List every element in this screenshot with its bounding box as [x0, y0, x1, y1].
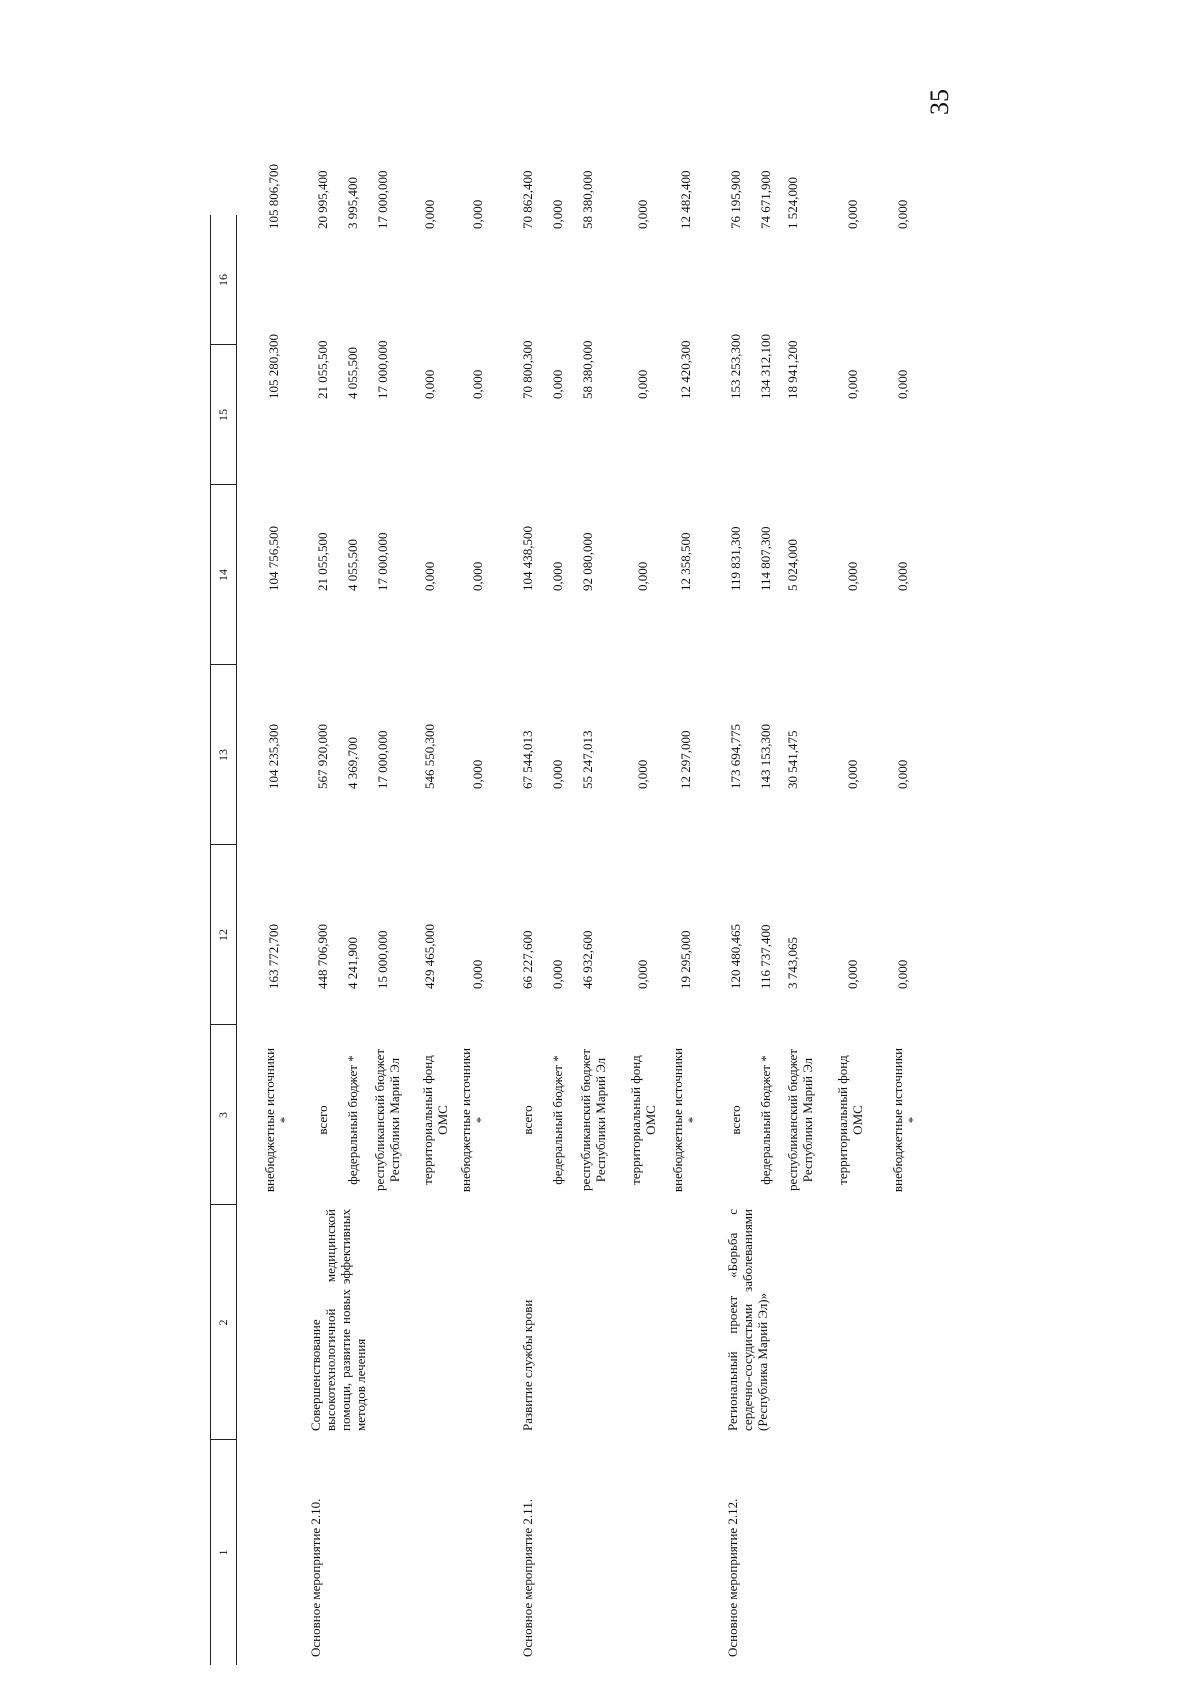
row-13-col-12: 3 743,065 — [785, 937, 800, 989]
row-13-col-14: 5 024,000 — [785, 539, 800, 591]
row-1-description: Совершенствование высокотехнологичной медицинской помощи, развитие новых эффективных методов лечения — [308, 1209, 368, 1431]
row-10-col-12: 19 295,000 — [678, 930, 693, 989]
row-9-col-16: 0,000 — [635, 199, 650, 229]
row-9-col-14: 0,000 — [635, 561, 650, 591]
row-12-col-13: 143 153,300 — [758, 724, 773, 789]
row-1-col-15: 21 055,500 — [315, 340, 330, 399]
row-10-source: внебюджетные источники * — [670, 1047, 700, 1193]
row-3-col-14: 17 000,000 — [375, 532, 390, 591]
row-0-source: внебюджетные источники * — [262, 1047, 292, 1193]
row-6-col-16: 70 862,400 — [520, 170, 535, 229]
row-4-source: территориальный фонд ОМС — [420, 1055, 450, 1185]
row-6-description: Развитие службы крови — [520, 1299, 535, 1431]
row-12-col-15: 134 312,100 — [758, 334, 773, 399]
row-8-col-16: 58 380,000 — [580, 170, 595, 229]
row-2-col-13: 4 369,700 — [345, 737, 360, 789]
row-14-col-13: 0,000 — [845, 759, 860, 789]
row-5-col-15: 0,000 — [470, 369, 485, 399]
header-col-12: 12 — [216, 929, 230, 941]
row-11-col-16: 76 195,900 — [728, 170, 743, 229]
row-13-col-15: 18 941,200 — [785, 340, 800, 399]
row-3-col-16: 17 000,000 — [375, 170, 390, 229]
header-col-1: 1 — [216, 1549, 230, 1556]
header-col-16: 16 — [216, 274, 230, 286]
row-6-measure: Основное мероприятие 2.11. — [520, 1499, 535, 1657]
row-6-col-14: 104 438,500 — [520, 526, 535, 591]
row-7-source: федеральный бюджет * — [550, 1055, 565, 1185]
row-15-source: внебюджетные источники * — [890, 1047, 920, 1193]
header-col-2: 2 — [216, 1319, 230, 1326]
row-12-col-12: 116 737,400 — [758, 924, 773, 989]
row-14-col-12: 0,000 — [845, 959, 860, 989]
row-1-col-12: 448 706,900 — [315, 924, 330, 989]
row-14-col-14: 0,000 — [845, 561, 860, 591]
row-4-col-16: 0,000 — [422, 199, 437, 229]
row-2-col-15: 4 055,500 — [345, 347, 360, 399]
row-9-col-13: 0,000 — [635, 759, 650, 789]
row-9-col-12: 0,000 — [635, 959, 650, 989]
row-12-col-14: 114 807,300 — [758, 526, 773, 591]
header-col-3: 3 — [216, 1112, 230, 1118]
header-col-15: 15 — [216, 409, 230, 421]
row-13-source: республиканский бюджет Республики Марий Эл — [785, 1048, 815, 1192]
row-9-source: территориальный фонд ОМС — [628, 1055, 658, 1185]
row-0-col-14: 104 756,500 — [266, 526, 281, 591]
row-7-col-13: 0,000 — [550, 759, 565, 789]
row-8-col-15: 58 380,000 — [580, 340, 595, 399]
row-15-col-16: 0,000 — [895, 199, 910, 229]
row-4-col-12: 429 465,000 — [422, 924, 437, 989]
row-3-col-15: 17 000,000 — [375, 340, 390, 399]
row-8-col-13: 55 247,013 — [580, 730, 595, 789]
row-10-col-15: 12 420,300 — [678, 340, 693, 399]
row-11-col-15: 153 253,300 — [728, 334, 743, 399]
header-bottom-border — [236, 215, 237, 1665]
row-7-col-14: 0,000 — [550, 561, 565, 591]
row-9-col-15: 0,000 — [635, 369, 650, 399]
row-11-measure: Основное мероприятие 2.12. — [725, 1498, 740, 1657]
row-15-col-15: 0,000 — [895, 369, 910, 399]
row-0-col-12: 163 772,700 — [266, 924, 281, 989]
row-2-col-16: 3 995,400 — [345, 177, 360, 229]
row-15-col-12: 0,000 — [895, 959, 910, 989]
row-3-col-12: 15 000,000 — [375, 930, 390, 989]
row-11-source: всего — [728, 1105, 743, 1135]
row-1-measure: Основное мероприятие 2.10. — [308, 1498, 323, 1657]
financing-table — [210, 164, 1050, 1665]
row-0-col-16: 105 806,700 — [266, 164, 281, 229]
row-5-col-14: 0,000 — [470, 561, 485, 591]
row-3-col-13: 17 000,000 — [375, 730, 390, 789]
row-14-col-16: 0,000 — [845, 199, 860, 229]
row-14-col-15: 0,000 — [845, 369, 860, 399]
row-1-col-13: 567 920,000 — [315, 724, 330, 789]
row-5-col-12: 0,000 — [470, 959, 485, 989]
row-11-col-13: 173 694,775 — [728, 724, 743, 789]
row-12-col-16: 74 671,900 — [758, 170, 773, 229]
page-number: 35 — [925, 89, 954, 115]
header-col-14: 14 — [216, 569, 230, 581]
row-4-col-13: 546 550,300 — [422, 724, 437, 789]
row-12-source: федеральный бюджет * — [758, 1055, 773, 1185]
row-13-col-16: 1 524,000 — [785, 177, 800, 229]
row-13-col-13: 30 541,475 — [785, 730, 800, 789]
row-10-col-16: 12 482,400 — [678, 170, 693, 229]
row-14-source: территориальный фонд ОМС — [835, 1055, 865, 1185]
row-2-col-12: 4 241,900 — [345, 937, 360, 989]
row-8-source: республиканский бюджет Республики Марий Эл — [578, 1048, 608, 1192]
row-15-col-13: 0,000 — [895, 759, 910, 789]
row-5-col-13: 0,000 — [470, 759, 485, 789]
row-0-col-15: 105 280,300 — [266, 334, 281, 399]
row-8-col-12: 46 932,600 — [580, 930, 595, 989]
row-10-col-13: 12 297,000 — [678, 730, 693, 789]
row-5-col-16: 0,000 — [470, 199, 485, 229]
row-11-col-12: 120 480,465 — [728, 924, 743, 989]
row-2-col-14: 4 055,500 — [345, 539, 360, 591]
row-2-source: федеральный бюджет * — [345, 1055, 360, 1185]
row-0-col-13: 104 235,300 — [266, 724, 281, 789]
row-11-description: Региональный проект «Борьба с сердечно-сосудистыми заболеваниями (Республика Марий Эл)» — [725, 1209, 770, 1431]
row-6-col-12: 66 227,600 — [520, 930, 535, 989]
row-7-col-12: 0,000 — [550, 959, 565, 989]
table-top-border — [210, 215, 211, 1665]
row-4-col-14: 0,000 — [422, 561, 437, 591]
row-6-source: всего — [520, 1105, 535, 1135]
row-6-col-13: 67 544,013 — [520, 730, 535, 789]
row-1-col-14: 21 055,500 — [315, 532, 330, 591]
row-11-col-14: 119 831,300 — [728, 526, 743, 591]
row-7-col-15: 0,000 — [550, 369, 565, 399]
row-7-col-16: 0,000 — [550, 199, 565, 229]
row-6-col-15: 70 800,300 — [520, 340, 535, 399]
row-1-col-16: 20 995,400 — [315, 170, 330, 229]
row-3-source: республиканский бюджет Республики Марий Эл — [372, 1048, 402, 1192]
row-5-source: внебюджетные источники * — [458, 1047, 488, 1193]
row-8-col-14: 92 080,000 — [580, 532, 595, 591]
row-15-col-14: 0,000 — [895, 561, 910, 591]
row-4-col-15: 0,000 — [422, 369, 437, 399]
header-col-13: 13 — [216, 749, 230, 761]
row-10-col-14: 12 358,500 — [678, 532, 693, 591]
row-1-source: всего — [315, 1105, 330, 1135]
